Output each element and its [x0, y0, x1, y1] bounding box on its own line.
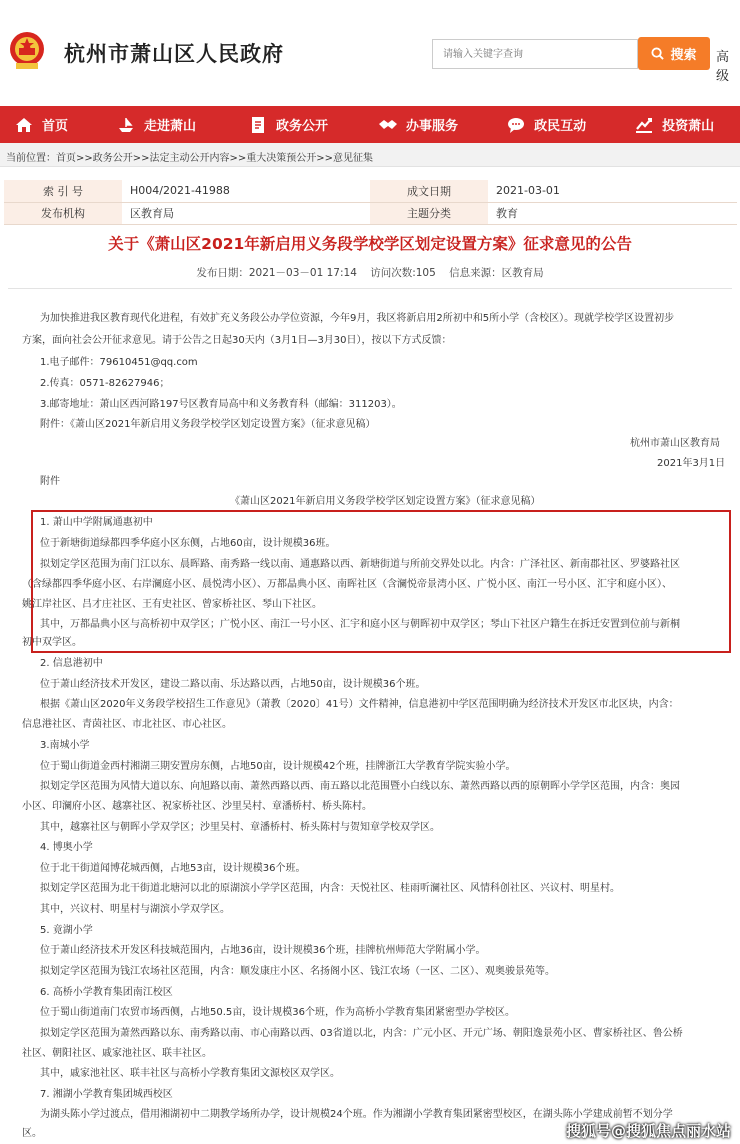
nav-label: 办事服务 — [406, 119, 459, 134]
meta-row — [4, 180, 737, 202]
body-line: 区。 — [22, 1128, 42, 1139]
document-icon — [248, 115, 268, 135]
meta-value: H004/2021-41988 — [122, 180, 370, 202]
breadcrumb[interactable]: 当前位置：首页>>政务公开>>法定主动公开内容>>重大决策预公开>>意见征集 — [0, 143, 740, 167]
site-title[interactable]: 杭州市萧山区人民政府 — [64, 41, 284, 66]
search-button-label: 搜索 — [670, 48, 697, 63]
site-header — [0, 0, 740, 106]
handshake-icon — [378, 115, 398, 135]
body-line: 其中，万都晶典小区与高桥初中双学区；广悦小区、南江一号小区、汇宇和庭小区与朝晖初中双学区；琴山下社区户籍生在拆迁安置到位前与新桐 — [40, 619, 680, 630]
document-meta-table — [4, 180, 737, 225]
section-heading: 6. 高桥小学教育集团南江校区 — [40, 987, 173, 998]
nav-label: 政务公开 — [276, 119, 329, 134]
meta-label: 发布机构 — [4, 202, 122, 224]
body-line: 位于蜀山街道南门农贸市场西侧，占地50.5亩，设计规模36个班，作为高桥小学教育集团紧密型办学校区。 — [40, 1007, 515, 1018]
advanced-search-link[interactable]: 高级 — [716, 50, 730, 84]
nav-item-gov-open[interactable] — [238, 106, 338, 143]
search-box[interactable] — [432, 39, 638, 69]
body-line: 2.传真：0571-82627946； — [40, 378, 170, 389]
divider — [8, 288, 732, 289]
nav-label: 政民互动 — [534, 119, 587, 134]
nav-item-interaction[interactable] — [496, 106, 596, 143]
body-line: 其中，兴议村、明星村与湖滨小学双学区。 — [40, 904, 230, 915]
meta-value: 区教育局 — [122, 202, 370, 224]
nav-item-services[interactable] — [368, 106, 468, 143]
search-button[interactable] — [638, 37, 710, 70]
body-line: 拟划定学区范围为萧然西路以东、南秀路以南、市心南路以西、03省道以北，内含：广元小区、开元广场、朝阳逸景苑小区、曹家桥社区、鲁公桥 — [40, 1028, 683, 1039]
signature-date: 2021年3月1日 — [657, 458, 726, 469]
body-line: 小区、印澜府小区、越寨社区、祝家桥社区、沙里吴村、章潘桥村、桥头陈村。 — [22, 801, 372, 812]
body-line: 信息港社区、青茵社区、市北社区、市心社区。 — [22, 719, 232, 730]
body-line: 初中双学区。 — [22, 637, 82, 648]
signature-org: 杭州市萧山区教育局 — [630, 438, 720, 449]
meta-label: 主题分类 — [370, 202, 488, 224]
body-line: 3.邮寄地址：萧山区西河路197号区教育局高中和义务教育科（邮编：311203）。 — [40, 399, 402, 410]
home-icon — [14, 115, 34, 135]
section-heading: 4. 博奥小学 — [40, 842, 93, 853]
section-heading: 5. 竟湖小学 — [40, 925, 93, 936]
nav-item-home[interactable] — [0, 106, 78, 143]
body-line: 位于北干街道闻博花城西侧，占地53亩，设计规模36个班。 — [40, 863, 306, 874]
nav-label: 投资萧山 — [662, 119, 715, 134]
body-line: 根据《萧山区2020年义务段学校招生工作意见》（萧教〔2020〕41号）文件精神，信息港初中学区范围明确为经济技术开发区市北区块，内含： — [40, 699, 679, 710]
main-nav — [0, 106, 740, 143]
section-heading: 7. 湘湖小学教育集团城西校区 — [40, 1089, 173, 1100]
section-heading: 1. 萧山中学附属通惠初中 — [40, 517, 153, 528]
search-icon — [651, 47, 664, 60]
body-line: 拟划定学区范围为钱江农场社区范围，内含：顺发康庄小区、名扬阁小区、钱江农场（一区、二区）、观奥骏景苑等。 — [40, 966, 555, 977]
search-input[interactable] — [433, 40, 637, 68]
body-line: 其中，戚家池社区、联丰社区与高桥小学教育集团文源校区双学区。 — [40, 1068, 340, 1079]
body-line: 其中，越寨社区与朝晖小学双学区；沙里吴村、章潘桥村、桥头陈村与贺知章学校双学区。 — [40, 822, 440, 833]
nav-item-about[interactable] — [106, 106, 206, 143]
section-heading: 3.南城小学 — [40, 740, 90, 751]
body-line: 位于新塘街道绿都四季华庭小区东侧，占地60亩，设计规模36班。 — [40, 538, 336, 549]
body-line: 为湖头陈小学过渡点，借用湘湖初中二期教学场所办学，设计规模24个班。作为湘湖小学教育集团紧密型校区，在湖头陈小学建成前暂不划分学 — [40, 1109, 673, 1120]
national-emblem-icon — [8, 30, 46, 72]
body-line: 位于蜀山街道金西村湘湖三期安置房东侧，占地50亩，设计规模42个班，挂牌浙江大学教育学院实验小学。 — [40, 761, 516, 772]
nav-label: 首页 — [42, 119, 69, 134]
body-line: 社区、朝阳社区、戚家池社区、联丰社区。 — [22, 1048, 212, 1059]
body-line: 拟划定学区范围为风情大道以东、向旭路以南、萧然西路以西、南五路以北范围暨小白线以东、萧然西路以西的原朝晖小学学区范围，内含：奥园 — [40, 781, 680, 792]
meta-value: 教育 — [488, 202, 737, 224]
attachment-heading: 附件 — [40, 476, 60, 487]
body-line: （含绿都四季华庭小区、右岸澜庭小区、晨悦湾小区）、万都晶典小区、南晖社区（含澜悦帝景湾小区、广悦小区、南江一号小区、汇宇和庭小区）、 — [22, 579, 672, 590]
body-line: 拟划定学区范围为北干街道北塘河以北的原湖滨小学学区范围，内含：天悦社区、桂雨听澜社区、风情科创社区、兴议村、明星村。 — [40, 883, 620, 894]
chat-icon — [506, 115, 526, 135]
attachment-link[interactable]: 附件：《萧山区2021年新启用义务段学校学区划定设置方案》（征求意见稿） — [40, 419, 376, 430]
body-line: 方案，面向社会公开征求意见。请于公告之日起30天内（3月1日—3月30日），按以下方式反馈： — [22, 335, 452, 346]
document-title: 关于《萧山区2021年新启用义务段学校学区划定设置方案》征求意见的公告 — [108, 235, 632, 253]
section-heading: 2. 信息港初中 — [40, 658, 103, 669]
meta-row — [4, 202, 737, 224]
boat-icon — [116, 115, 136, 135]
body-line: 位于萧山经济技术开发区，建设二路以南、乐达路以西，占地50亩，设计规模36个班。 — [40, 679, 426, 690]
body-line: 位于萧山经济技术开发区科技城范围内，占地36亩，设计规模36个班，挂牌杭州师范大学附属小学。 — [40, 945, 486, 956]
nav-label: 走进萧山 — [144, 119, 197, 134]
body-line[interactable]: 1.电子邮件：79610451@qq.com — [40, 357, 198, 368]
body-line: 姚江岸社区、吕才庄社区、王有史社区、曾家桥社区、琴山下社区。 — [22, 599, 322, 610]
nav-item-invest[interactable] — [624, 106, 724, 143]
watermark: 搜狐号@搜狐焦点丽水站 — [566, 1122, 732, 1140]
meta-label: 索 引 号 — [4, 180, 122, 202]
body-line: 为加快推进我区教育现代化进程，有效扩充义务段公办学位资源，今年9月，我区将新启用2所初中和5所小学（含校区）。现就学校学区设置初步 — [40, 313, 675, 324]
attachment-title: 《萧山区2021年新启用义务段学校学区划定设置方案》（征求意见稿） — [230, 496, 541, 507]
document-info: 发布日期：2021－03－01 17:14 访问次数:105 信息来源：区教育局 — [196, 267, 544, 279]
chart-icon — [634, 115, 654, 135]
body-line: 拟划定学区范围为南门江以东、晨晖路、南秀路一线以南、通惠路以西、新塘街道与所前交界处以北。内含：广泽社区、新南郡社区、罗婆路社区 — [40, 559, 680, 570]
meta-value: 2021-03-01 — [488, 180, 737, 202]
meta-label: 成文日期 — [370, 180, 488, 202]
